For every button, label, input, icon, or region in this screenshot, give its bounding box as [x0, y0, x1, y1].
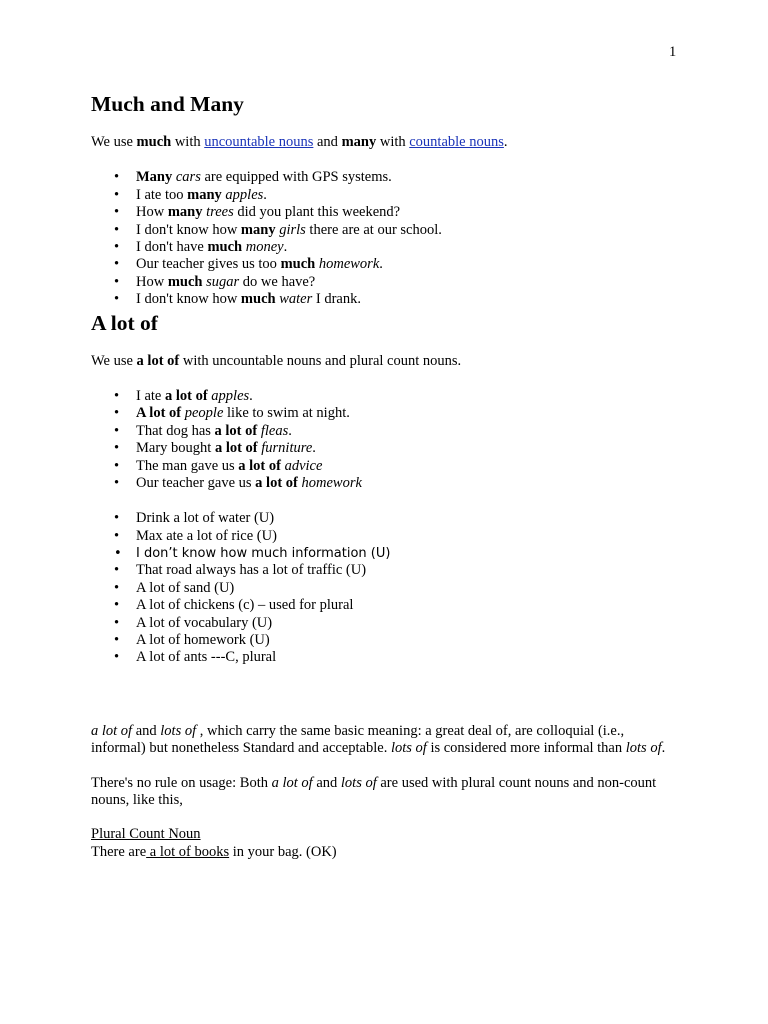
intro-a-lot-of: We use a lot of with uncountable nouns and plural count nouns. [91, 352, 462, 369]
countable-uncountable-list [91, 510, 681, 667]
list-item: • I ate a lot of apples. [91, 388, 681, 405]
list-item: • That dog has a lot of fleas. [91, 423, 681, 440]
list-item: • A lot of vocabulary (U) [91, 615, 681, 632]
list-item: • Max ate a lot of rice (U) [91, 528, 681, 545]
list-item: • A lot of sand (U) [91, 580, 681, 597]
intro-much-many: We use much with uncountable nouns and many with countable nouns. [91, 134, 508, 150]
list-item: • That road always has a lot of traffic (U) [91, 562, 681, 579]
usage-paragraph: There's no rule on usage: Both a lot of and lots of are used with plural count nouns and non-count nouns, like this, [91, 774, 657, 809]
list-item: • Mary bought a lot of furniture. [91, 440, 681, 457]
heading-a-lot-of: A lot of [91, 310, 158, 335]
list-item: • I don’t know how much information (U) [91, 545, 681, 562]
list-item: • How many trees did you plant this weekend? [91, 204, 681, 221]
list-item: • I don't know how much water I drank. [91, 291, 681, 308]
a-lot-of-examples-list [91, 388, 681, 492]
much-many-examples-list [91, 169, 681, 308]
page-number: 1 [669, 44, 677, 60]
heading-much-and-many: Much and Many [91, 92, 244, 116]
list-item: • How much sugar do we have? [91, 274, 681, 291]
list-item: • A lot of ants ---C, plural [91, 649, 681, 666]
list-item: • I ate too many apples. [91, 187, 681, 204]
link-uncountable-nouns[interactable]: uncountable nouns [204, 134, 314, 150]
document-body [91, 88, 681, 861]
list-item: • Our teacher gave us a lot of homework [91, 475, 681, 492]
list-item: • I don't have much money. [91, 239, 681, 256]
list-item: • The man gave us a lot of advice [91, 458, 681, 475]
list-item: • Drink a lot of water (U) [91, 510, 681, 527]
list-item: • Our teacher gives us too much homework. [91, 256, 681, 273]
list-item: • A lot of chickens (c) – used for plural [91, 597, 681, 614]
plural-example: There are a lot of books in your bag. (OK) [91, 843, 337, 860]
list-item: • I don't know how many girls there are at our school. [91, 222, 681, 239]
colloquial-paragraph: a lot of and lots of , which carry the same basic meaning: a great deal of, are colloquial (i.e., informal) but nonetheless Standard and acceptable. lots of is considered more informal than lots of. [91, 722, 666, 757]
list-item: • A lot of people like to swim at night. [91, 405, 681, 422]
list-item: • A lot of homework (U) [91, 632, 681, 649]
link-countable-nouns[interactable]: countable nouns [409, 134, 504, 150]
list-item: • Many cars are equipped with GPS systems. [91, 169, 681, 186]
plural-count-noun-heading: Plural Count Noun [91, 826, 201, 843]
